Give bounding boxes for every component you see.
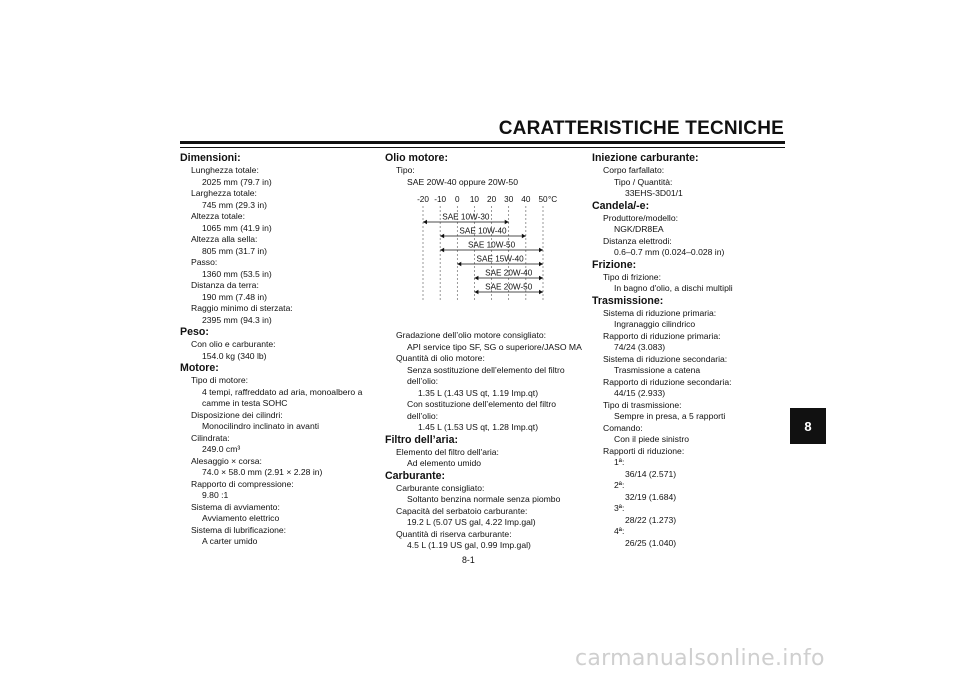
header-rule-thin bbox=[180, 147, 785, 148]
tick-label: 30 bbox=[504, 195, 514, 204]
spec-label: Rapporto di riduzione secondaria: bbox=[603, 376, 732, 387]
spec-item bbox=[385, 447, 585, 470]
spec-label: Produttore/modello: bbox=[603, 212, 678, 223]
spec-value: 1360 mm (53.5 in) bbox=[202, 268, 272, 279]
spec-label: Disposizione dei cilindri: bbox=[191, 409, 283, 420]
spec-item bbox=[592, 446, 787, 550]
gear-value: 36/14 (2.571) bbox=[625, 468, 677, 479]
spec-value: 4 tempi, raffreddato ad aria, monoalbero a camme in testa SOHC bbox=[202, 386, 363, 408]
spec-value: 2025 mm (79.7 in) bbox=[202, 176, 272, 187]
spec-item bbox=[180, 479, 385, 502]
spec-value: Monocilindro inclinato in avanti bbox=[202, 421, 320, 431]
spec-value: 249.0 cm³ bbox=[202, 444, 241, 454]
spec-item bbox=[180, 188, 385, 211]
column-1 bbox=[180, 152, 385, 548]
series-label: SAE 20W-50 bbox=[485, 282, 533, 292]
spec-value: 44/15 (2.933) bbox=[614, 388, 666, 398]
spec-label: Quantità di riserva carburante: bbox=[396, 528, 512, 539]
spec-item bbox=[180, 280, 385, 303]
spec-label: Tipo di motore: bbox=[191, 375, 248, 385]
series-label: SAE 10W-40 bbox=[459, 226, 507, 236]
series-label: SAE 15W-40 bbox=[476, 254, 524, 264]
column-3 bbox=[592, 152, 787, 549]
section-olio-motore bbox=[385, 152, 585, 434]
section-title: Motore: bbox=[180, 362, 219, 374]
spec-value: 74/24 (3.083) bbox=[614, 342, 666, 352]
spec-value: A carter umido bbox=[202, 536, 258, 546]
gear-label: 3ª: bbox=[614, 503, 625, 513]
section-title: Carburante: bbox=[385, 469, 446, 482]
spec-value: 805 mm (31.7 in) bbox=[202, 245, 267, 256]
spec-label: Distanza da terra: bbox=[191, 280, 259, 290]
series-label: SAE 20W-40 bbox=[485, 268, 533, 278]
spec-item bbox=[180, 433, 385, 456]
section-iniezione bbox=[592, 152, 787, 200]
section-title: Dimensioni: bbox=[180, 152, 241, 164]
spec-value: 745 mm (29.3 in) bbox=[202, 199, 267, 210]
spec-value: In bagno d'olio, a dischi multipli bbox=[614, 283, 733, 293]
gear-value: 28/22 (1.273) bbox=[625, 514, 677, 525]
oil-viscosity-chart bbox=[411, 194, 561, 324]
spec-label: Rapporto di riduzione primaria: bbox=[603, 330, 721, 341]
arrow-left-icon bbox=[423, 220, 427, 224]
spec-label: Lunghezza totale: bbox=[191, 165, 259, 175]
spec-label: Tipo di trasmissione: bbox=[603, 399, 682, 410]
arrow-left-icon bbox=[474, 290, 478, 294]
column-2 bbox=[385, 152, 585, 552]
spec-item bbox=[180, 165, 385, 188]
header-rule-thick bbox=[180, 141, 785, 144]
spec-item bbox=[180, 257, 385, 280]
spec-item bbox=[180, 456, 385, 479]
spec-item bbox=[180, 339, 385, 362]
spec-value: API service tipo SF, SG o superiore/JASO MA bbox=[407, 341, 582, 352]
spec-value: NGK/DR8EA bbox=[614, 224, 664, 234]
spec-value: 0.6–0.7 mm (0.024–0.028 in) bbox=[614, 247, 725, 257]
chapter-tab: 8 bbox=[790, 408, 826, 444]
arrow-right-icon bbox=[539, 290, 543, 294]
spec-label: Rapporto di compressione: bbox=[191, 478, 294, 489]
section-title: Trasmissione: bbox=[592, 294, 664, 307]
spec-item bbox=[180, 234, 385, 257]
tick-label: 50 bbox=[538, 195, 548, 204]
spec-item bbox=[592, 165, 787, 200]
spec-label: Passo: bbox=[191, 257, 218, 267]
gear-label: 2ª: bbox=[614, 480, 625, 490]
section-title: Filtro dell’aria: bbox=[385, 433, 458, 446]
page-title: CARATTERISTICHE TECNICHE bbox=[498, 118, 784, 139]
arrow-left-icon bbox=[440, 248, 444, 252]
unit-label: °C bbox=[548, 195, 558, 204]
spec-item bbox=[385, 330, 585, 353]
spec-item bbox=[592, 272, 787, 295]
spec-value: 1.35 L (1.43 US qt, 1.19 Imp.qt) bbox=[418, 387, 539, 398]
spec-item bbox=[385, 529, 585, 552]
section-title: Candela/-e: bbox=[592, 199, 650, 212]
spec-item bbox=[180, 211, 385, 234]
tick-label: 20 bbox=[487, 195, 497, 204]
spec-value: Sempre in presa, a 5 rapporti bbox=[614, 411, 726, 421]
section-peso bbox=[180, 326, 385, 362]
spec-item bbox=[180, 410, 385, 433]
spec-value: 1065 mm (41.9 in) bbox=[202, 222, 272, 233]
gear-value: 32/19 (1.684) bbox=[625, 491, 677, 502]
spec-item bbox=[180, 502, 385, 525]
spec-label: Elemento del filtro dell'aria: bbox=[396, 446, 499, 457]
arrow-right-icon bbox=[539, 262, 543, 266]
spec-label: Corpo farfallato: bbox=[603, 165, 665, 175]
spec-item bbox=[592, 423, 787, 446]
spec-sublabel: Con sostituzione dell’elemento del filtro dell’olio: bbox=[407, 399, 557, 421]
section-frizione bbox=[592, 259, 787, 295]
spec-item bbox=[180, 525, 385, 548]
tick-label: -10 bbox=[434, 195, 447, 204]
spec-item bbox=[592, 331, 787, 354]
spec-value: 4.5 L (1.19 US gal, 0.99 Imp.gal) bbox=[407, 540, 531, 550]
section-dimensioni bbox=[180, 152, 385, 326]
section-motore bbox=[180, 362, 385, 548]
spec-item bbox=[592, 213, 787, 236]
spec-label: Tipo di frizione: bbox=[603, 271, 661, 282]
arrow-left-icon bbox=[474, 276, 478, 280]
spec-label: Cilindrata: bbox=[191, 432, 230, 443]
spec-item bbox=[592, 354, 787, 377]
section-filtro-aria bbox=[385, 434, 585, 470]
spec-item bbox=[592, 308, 787, 331]
spec-item bbox=[592, 236, 787, 259]
spec-item bbox=[180, 303, 385, 326]
spec-value: Con il piede sinistro bbox=[614, 434, 689, 444]
spec-value: Avviamento elettrico bbox=[202, 513, 280, 523]
gear-label: 1ª: bbox=[614, 457, 625, 467]
arrow-right-icon bbox=[522, 234, 526, 238]
tick-label: 10 bbox=[469, 195, 479, 204]
spec-item bbox=[180, 375, 385, 410]
spec-item bbox=[385, 506, 585, 529]
spec-value: 74.0 × 58.0 mm (2.91 × 2.28 in) bbox=[202, 467, 323, 477]
spec-value: 9.80 :1 bbox=[202, 490, 229, 500]
spec-label: Comando: bbox=[603, 422, 643, 433]
tick-label: 40 bbox=[521, 195, 531, 204]
section-title: Frizione: bbox=[592, 258, 637, 271]
spec-label: Capacità del serbatoio carburante: bbox=[396, 505, 528, 516]
spec-value: 2395 mm (94.3 in) bbox=[202, 314, 272, 325]
spec-item bbox=[385, 353, 585, 434]
spec-label: Larghezza totale: bbox=[191, 188, 257, 198]
section-trasmissione bbox=[592, 295, 787, 550]
section-candela bbox=[592, 200, 787, 259]
spec-label: Altezza alla sella: bbox=[191, 234, 258, 244]
section-title: Peso: bbox=[180, 326, 209, 338]
arrow-left-icon bbox=[457, 262, 461, 266]
spec-value: 19.2 L (5.07 US gal, 4.22 Imp.gal) bbox=[407, 517, 536, 527]
spec-value: 1.45 L (1.53 US qt, 1.28 Imp.qt) bbox=[418, 422, 539, 432]
spec-label: Distanza elettrodi: bbox=[603, 235, 672, 246]
arrow-right-icon bbox=[539, 276, 543, 280]
watermark: carmanualsonline.info bbox=[575, 646, 825, 671]
spec-item bbox=[385, 483, 585, 506]
spec-label: Tipo: bbox=[396, 165, 415, 175]
tick-label: -20 bbox=[417, 195, 429, 204]
spec-label: Sistema di avviamento: bbox=[191, 501, 280, 512]
spec-label: Raggio minimo di sterzata: bbox=[191, 303, 293, 313]
spec-label: Gradazione dell’olio motore consigliato: bbox=[396, 330, 546, 340]
spec-value: 154.0 kg (340 lb) bbox=[202, 350, 267, 361]
gear-value: 26/25 (1.040) bbox=[625, 537, 677, 548]
spec-item bbox=[592, 377, 787, 400]
spec-value: Ad elemento umido bbox=[407, 458, 482, 468]
spec-value: 190 mm (7.48 in) bbox=[202, 291, 267, 302]
spec-sublabel: Tipo / Quantità: bbox=[614, 176, 673, 187]
spec-value: Soltanto benzina normale senza piombo bbox=[407, 494, 561, 504]
spec-item bbox=[592, 400, 787, 423]
spec-item bbox=[385, 165, 585, 188]
spec-value: SAE 20W-40 oppure 20W-50 bbox=[407, 176, 518, 187]
spec-label: Altezza totale: bbox=[191, 211, 245, 221]
page-number: 8-1 bbox=[462, 555, 475, 565]
spec-value: 33EHS-3D01/1 bbox=[625, 188, 683, 198]
series-label: SAE 10W-50 bbox=[467, 240, 516, 250]
spec-sublabel: Senza sostituzione dell’elemento del filtro dell’olio: bbox=[407, 364, 565, 386]
spec-label: Quantità di olio motore: bbox=[396, 353, 485, 363]
spec-value: Trasmissione a catena bbox=[614, 365, 701, 375]
arrow-right-icon bbox=[505, 220, 509, 224]
spec-value: Ingranaggio cilindrico bbox=[614, 319, 696, 329]
tick-label: 0 bbox=[455, 195, 460, 204]
section-title: Olio motore: bbox=[385, 152, 448, 164]
spec-label: Con olio e carburante: bbox=[191, 339, 276, 349]
spec-label: Alesaggio × corsa: bbox=[191, 455, 262, 466]
spec-label: Sistema di riduzione secondaria: bbox=[603, 353, 728, 364]
spec-label: Sistema di lubrificazione: bbox=[191, 524, 287, 535]
spec-label: Carburante consigliato: bbox=[396, 482, 485, 493]
spec-label: Sistema di riduzione primaria: bbox=[603, 307, 717, 318]
arrow-right-icon bbox=[539, 248, 543, 252]
section-title: Iniezione carburante: bbox=[592, 152, 699, 164]
series-label: SAE 10W-30 bbox=[442, 212, 490, 222]
spec-label: Rapporti di riduzione: bbox=[603, 445, 685, 456]
section-carburante bbox=[385, 470, 585, 552]
arrow-left-icon bbox=[440, 234, 444, 238]
gear-label: 4ª: bbox=[614, 526, 625, 536]
